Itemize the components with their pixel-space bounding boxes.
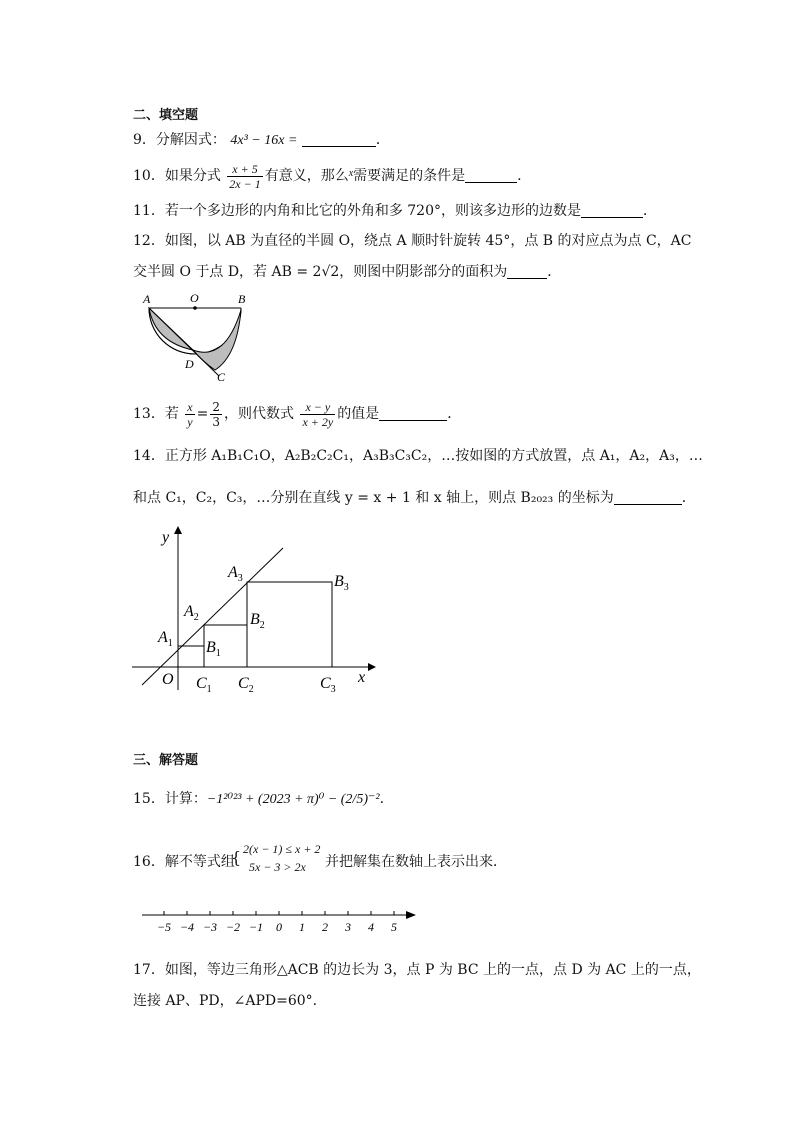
number-line-tick-label: −3 (202, 920, 218, 934)
squares-on-line-figure (128, 520, 378, 700)
fraction-expression (300, 400, 335, 429)
question-text: 的值是 (337, 406, 380, 422)
punctuation: . (517, 168, 522, 184)
section-heading-solve: 三、解答题 (133, 753, 199, 768)
question-text: ，则代数式 (223, 406, 294, 422)
question-text: 交半圆 O 于点 D，若 AB = 2√2，则图中阴影部分的面积为 (133, 264, 508, 280)
question-17-line-2 (133, 991, 317, 1011)
math-expression: −1²⁰²³ + (2023 + π)⁰ − (2/5)⁻² (206, 792, 380, 807)
number-line-tick-label: −5 (156, 920, 172, 934)
label-a1: $A_1$ (158, 629, 173, 649)
question-text: 如果分式 (164, 168, 221, 184)
label-o: O (162, 671, 174, 688)
number-line-tick-label: 2 (322, 920, 328, 934)
label-a: A (143, 292, 151, 306)
label-c1: $C_1$ (196, 675, 212, 695)
label-a3: $A_3$ (228, 564, 243, 584)
fraction-x-over-y (185, 400, 194, 429)
question-number: 15． (133, 791, 165, 807)
fraction-denominator: y (187, 414, 193, 429)
number-line (140, 905, 420, 937)
question-number: 10． (133, 168, 165, 184)
fraction-two-thirds (210, 400, 222, 429)
number-line-tick-label: −1 (248, 920, 264, 934)
number-line-tick-label: 4 (368, 920, 374, 934)
answer-blank[interactable] (507, 264, 547, 279)
number-line-tick-label: 3 (345, 920, 351, 934)
question-text: 计算： (164, 791, 207, 807)
punctuation: ． (375, 132, 390, 148)
segment-ac (149, 308, 219, 376)
label-d: D (185, 357, 194, 371)
semicircle-rotation-figure (125, 290, 255, 390)
punctuation: . (379, 791, 385, 807)
label-c3: $C_3$ (320, 675, 336, 695)
question-number: 12． (133, 233, 165, 249)
center-point-o (193, 306, 197, 310)
punctuation: ． (681, 490, 696, 506)
fraction-numerator: x + 5 (227, 162, 262, 177)
variable: x (348, 168, 354, 179)
punctuation: ． (643, 203, 657, 219)
question-text: 和点 C₁，C₂，C₃，…分别在直线 y = x + 1 和 x 轴上，则点 B₂₀₂₃ 的坐标为 (133, 490, 614, 506)
section-heading-fill: 二、填空题 (133, 108, 199, 123)
inequality-2: 5x − 3 > 2x (249, 860, 306, 874)
question-text: 连接 AP、PD，∠APD=60°. (133, 993, 318, 1009)
label-b: B (238, 292, 246, 306)
answer-blank[interactable] (302, 132, 376, 147)
number-line-tick-label: −4 (179, 920, 195, 934)
answer-blank[interactable] (581, 203, 643, 218)
question-text: 有意义，那么 (264, 168, 349, 184)
fraction-denominator: 3 (212, 414, 220, 429)
question-text: 并把解集在数轴上表示出来． (325, 854, 507, 870)
left-brace: { (231, 848, 242, 867)
question-10 (133, 158, 522, 192)
label-a2: $A_2$ (184, 603, 199, 623)
question-number: 16． (133, 854, 165, 870)
question-16 (133, 852, 235, 872)
label-b2: $B_2$ (250, 611, 265, 631)
question-text: 如图，等边三角形△ACB 的边长为 3，点 P 为 BC 上的一点，点 D 为 AC 上的一点， (164, 962, 701, 978)
label-b3: $B_3$ (334, 573, 349, 593)
x-axis-arrow-icon (368, 663, 376, 671)
fraction-numerator: 2 (212, 399, 220, 414)
fraction-denominator: 2x − 1 (229, 176, 261, 191)
question-13 (133, 398, 461, 430)
question-17-line-1 (133, 960, 701, 980)
question-12-line-2 (133, 262, 561, 282)
question-text: 若 (164, 406, 179, 422)
question-text: 若一个多边形的内角和比它的外角和多 720°，则该多边形的边数是 (164, 203, 581, 219)
question-16-tail (325, 852, 507, 872)
question-number: 17． (133, 962, 165, 978)
question-number: 11． (133, 203, 165, 219)
number-line-tick-label: 1 (299, 920, 305, 934)
answer-blank[interactable] (465, 168, 517, 183)
number-line-tick-label: −2 (225, 920, 241, 934)
number-line-ticks (157, 911, 397, 934)
question-text: 正方形 A₁B₁C₁O，A₂B₂C₂C₁，A₃B₃C₃C₂，…按如图的方式放置，点 A₁，A₂，A₃，… (164, 448, 703, 464)
label-b1: $B_1$ (206, 639, 221, 659)
answer-blank[interactable] (614, 490, 682, 505)
label-y: y (162, 529, 170, 546)
line-y-equals-x-plus-1 (142, 548, 283, 685)
label-o: O (190, 291, 199, 305)
fraction-numerator: x (187, 399, 193, 414)
inequality-1: 2(x − 1) ≤ x + 2 (243, 842, 321, 856)
question-14-line-2 (133, 488, 696, 508)
question-number: 14． (133, 448, 165, 464)
question-number: 13． (133, 406, 165, 422)
answer-blank[interactable] (379, 406, 447, 421)
label-c2: $C_2$ (238, 675, 254, 695)
question-9 (133, 130, 390, 151)
question-14-line-1 (133, 446, 703, 466)
question-11 (133, 201, 657, 221)
punctuation: ． (447, 406, 462, 422)
number-line-arrow-icon (406, 911, 416, 919)
fraction (227, 162, 262, 191)
label-c: C (217, 370, 226, 384)
equals-sign: = (196, 406, 209, 422)
square-1 (178, 646, 204, 667)
fraction-numerator: x − y (300, 400, 335, 415)
shaded-region-right (193, 310, 241, 370)
question-number: 9． (133, 132, 156, 148)
question-text: 解不等式组 (164, 854, 235, 870)
question-text: 如图，以 AB 为直径的半圆 O，绕点 A 顺时针旋转 45°，点 B 的对应点为点 C，AC (164, 233, 692, 249)
label-x: x (358, 669, 366, 686)
question-15 (133, 789, 384, 810)
fraction-denominator: x + 2y (302, 414, 334, 429)
math-expression: 4x³ − 16x = (230, 133, 298, 148)
question-text: 分解因式： (155, 132, 226, 148)
inequality-system (243, 840, 320, 876)
punctuation: ． (547, 264, 562, 280)
y-axis-arrow-icon (174, 526, 182, 534)
question-text: 需要满足的条件是 (353, 168, 466, 184)
number-line-tick-label: 5 (391, 920, 397, 934)
question-12-line-1 (133, 231, 692, 251)
number-line-tick-label: 0 (276, 920, 282, 934)
